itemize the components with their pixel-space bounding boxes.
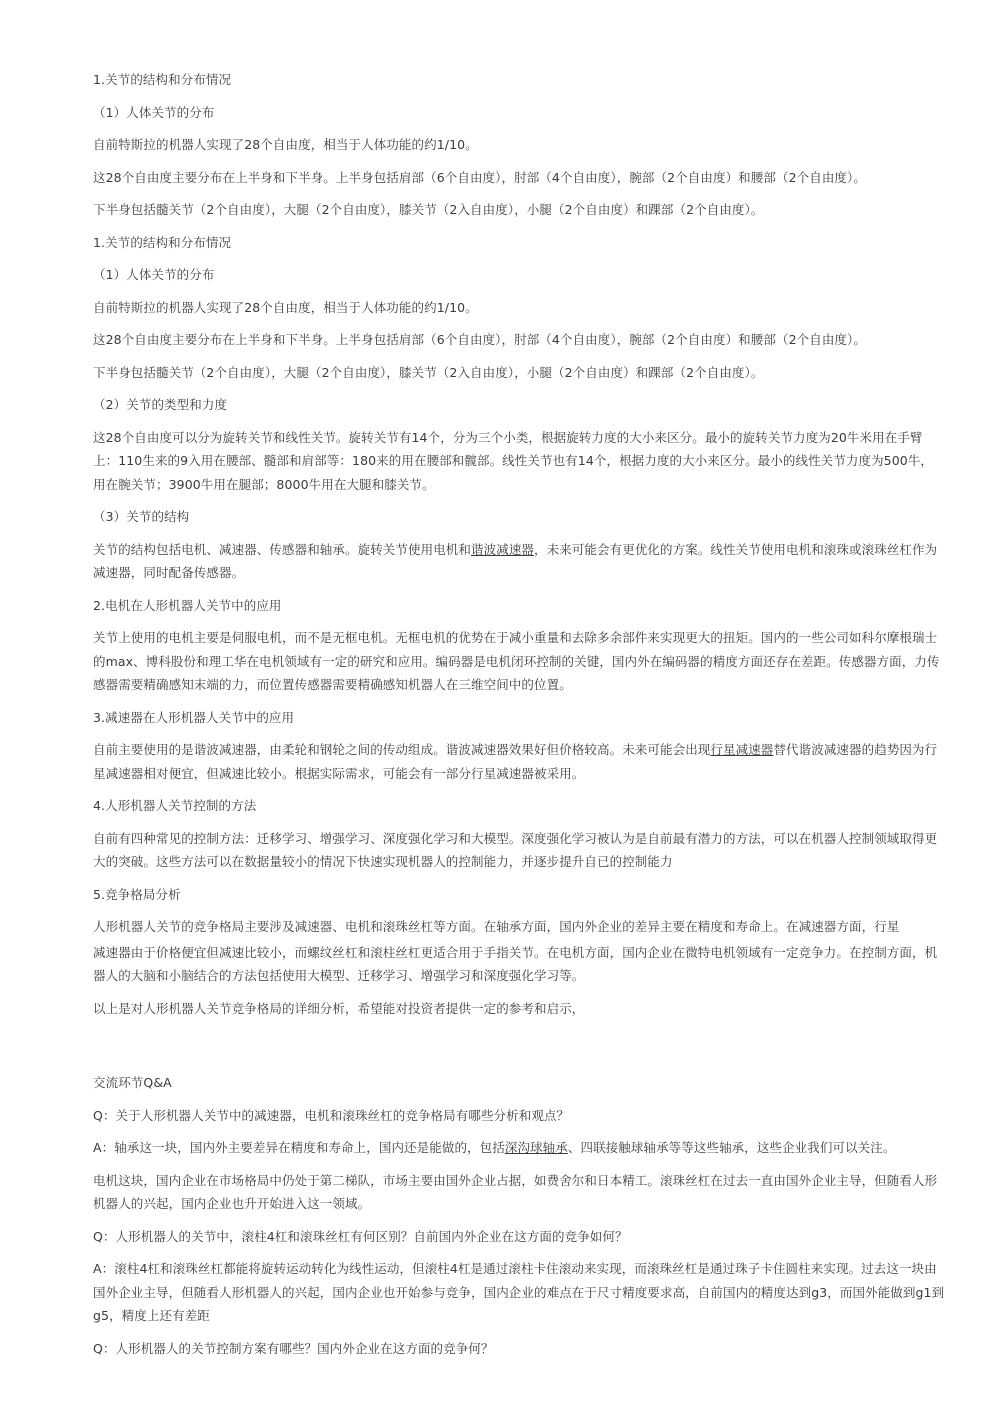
qa-heading: 交流环节Q&A bbox=[93, 1075, 172, 1090]
text-run: ，未来可能会有更优化的方案。线性关节使用电机和滚珠或滚珠丝杠作为减速器，同时配备传感器。 bbox=[93, 541, 938, 580]
harmonic-reducer-link[interactable]: 谐波减速器 bbox=[471, 541, 535, 557]
paragraph: 人形机器人关节的竞争格局主要涉及减速器、电机和滚珠丝杠等方面。在轴承方面，国内外企业的差异主要在精度和寿命上。在减速器方面，行星 bbox=[93, 919, 900, 934]
question: Q：关于人形机器人关节中的减速器，电机和滚珠丝杠的竞争格局有哪些分析和观点？ bbox=[93, 1107, 570, 1123]
text-run: 替代谐波减速器的趋势因为行星减速器相对便宜，但减速比较小。根据实际需求，可能会有一部分行星减速器被采用。 bbox=[93, 742, 938, 781]
answer bbox=[93, 1136, 945, 1160]
subsection-heading: （1）人体关节的分布 bbox=[93, 267, 215, 282]
paragraph: 这28个自由度主要分布在上半身和下半身。上半身包括肩部（6个自由度），肘部（4个自由度），腕部（2个自由度）和腰部（2个自由度）。 bbox=[93, 169, 866, 185]
paragraph: 这28个自由度可以分为旋转关节和线性关节。旋转关节有14个，分为三个小类，根据旋转力度的大小来区分。最小的旋转关节力度为20牛米用在手臂上：110生来的9入用在腰部、髓部和肩部等：180来的用在腰部和髋部。线性关节也有14个，根据力度的大小来区分。最小的线性关节力度为500牛，用在腕关节；3900牛用在腿部；8000牛用在大腿和膝关节。 bbox=[93, 429, 934, 492]
section-heading: 4.人形机器人关节控制的方法 bbox=[93, 798, 257, 813]
answer: 电机这块，国内企业在市场格局中仍处于第二梯队，市场主要由国外企业占据，如费舍尔和日本精工。滚珠丝杠在过去一直由国外企业主导，但随看人形机器人的兴起，国内企业也升开始进入这一领域。 bbox=[93, 1172, 938, 1211]
text-run: 关节的结构包括电机、减速器、传感器和轴承。旋转关节使用电机和 bbox=[93, 541, 472, 557]
section-heading: 2.电机在人形机器人关节中的应用 bbox=[93, 597, 282, 613]
document-body bbox=[93, 68, 945, 1369]
subsection-heading: （2）关节的类型和力度 bbox=[93, 397, 228, 412]
question: Q：人形机器人的关节中，滚柱4杠和滚珠丝杠有何区别？自前国内外企业在这方面的竞争如何？ bbox=[93, 1228, 628, 1244]
subsection-heading: （1）人体关节的分布 bbox=[93, 104, 215, 120]
section-heading: 3.减速器在人形机器人关节中的应用 bbox=[93, 709, 295, 725]
paragraph bbox=[93, 738, 945, 785]
deep-groove-bearing-link[interactable]: 深沟球轴承 bbox=[504, 1140, 568, 1155]
planetary-reducer-link[interactable]: 行星减速器 bbox=[710, 742, 774, 757]
section-spacer bbox=[93, 1029, 945, 1071]
section-heading: 1.关节的结构和分布情况 bbox=[93, 72, 232, 87]
question: Q：人形机器人的关节控制方案有哪些？国内外企业在这方面的竞争何？ bbox=[93, 1340, 494, 1356]
answer: A：滚柱4杠和滚珠丝杠都能将旋转运动转化为线性运动，但滚柱4杠是通过滚柱卡住滚动来实现，而滚珠丝杠是通过珠子卡住圆柱来实现。过去这一块由国外企业主导，但随看人形机器人的兴起，国内企业也开始参与竞争，国内企业的难点在于尺寸精度要求高，自前国内的精度达到g3，而国外能做到g1到g5，精度上还有差距 bbox=[93, 1261, 945, 1323]
paragraph: 这28个自由度主要分布在上半身和下半身。上半身包括肩部（6个自由度），肘部（4个自由度），腕部（2个自由度）和腰部（2个自由度）。 bbox=[93, 332, 866, 347]
paragraph: 下半身包括髓关节（2个自由度），大腿（2个自由度），膝关节（2入自由度），小腿（2个自由度）和踝部（2个自由度）。 bbox=[93, 202, 764, 217]
paragraph: 自前特斯拉的机器人实现了28个自由度，相当于人体功能的约1/10。 bbox=[93, 137, 478, 152]
paragraph: 以上是对人形机器人关节竞争格局的详细分析，希望能对投资者提供一定的参考和启示， bbox=[93, 1000, 585, 1016]
text-run: 、四联接触球轴承等等这些轴承，这些企业我们可以关注。 bbox=[567, 1140, 896, 1155]
section-heading: 5.竞争格局分析 bbox=[93, 886, 181, 902]
paragraph: 下半身包括髓关节（2个自由度），大腿（2个自由度），膝关节（2入自由度），小腿（2个自由度）和踝部（2个自由度）。 bbox=[93, 364, 764, 380]
paragraph: 自前特斯拉的机器人实现了28个自由度，相当于人体功能的约1/10。 bbox=[93, 299, 478, 315]
paragraph: 关节上使用的电机主要是伺服电机，而不是无框电机。无框电机的优势在于减小重量和去除多余部件来实现更大的扭矩。国内的一些公司如科尔摩根瑞士的max、博科股份和理工华在电机领域有一定的研究和应用。编码器是电机闭环控制的关键，国内外在编码器的精度方面还存在差距。传感器方面，力传感器需要精确感知末端的力，而位置传感器需要精确感知机器人在三维空间中的位置。 bbox=[93, 630, 940, 692]
section-heading: 1.关节的结构和分布情况 bbox=[93, 234, 232, 250]
text-run: A：轴承这一块，国内外主要差异在精度和寿命上，国内还是能做的，包括 bbox=[93, 1140, 505, 1155]
text-run: 自前主要使用的是谐波减速器，由柔轮和钢轮之间的传动组成。谐波减速器效果好但价格较高。未来可能会出现 bbox=[93, 742, 711, 757]
paragraph bbox=[93, 538, 945, 585]
paragraph: 减速器由于价格便宜但减速比较小，而螺纹丝杠和滚柱丝杠更适合用于手指关节。在电机方面，国内企业在微特电机领域有一定竞争力。在控制方面，机器人的大脑和小脑结合的方法包括使用大模型、迁移学习、增强学习和深度强化学习等。 bbox=[93, 944, 938, 983]
subsection-heading: （3）关节的结构 bbox=[93, 509, 190, 524]
paragraph: 自前有四种常见的控制方法：迁移学习、增强学习、深度强化学习和大模型。深度强化学习被认为是自前最有潜力的方法，可以在机器人控制领域取得更大的突破。这些方法可以在数据量较小的情况下快速实现机器人的控制能力，并逐步提升自已的控制能力 bbox=[93, 830, 938, 869]
